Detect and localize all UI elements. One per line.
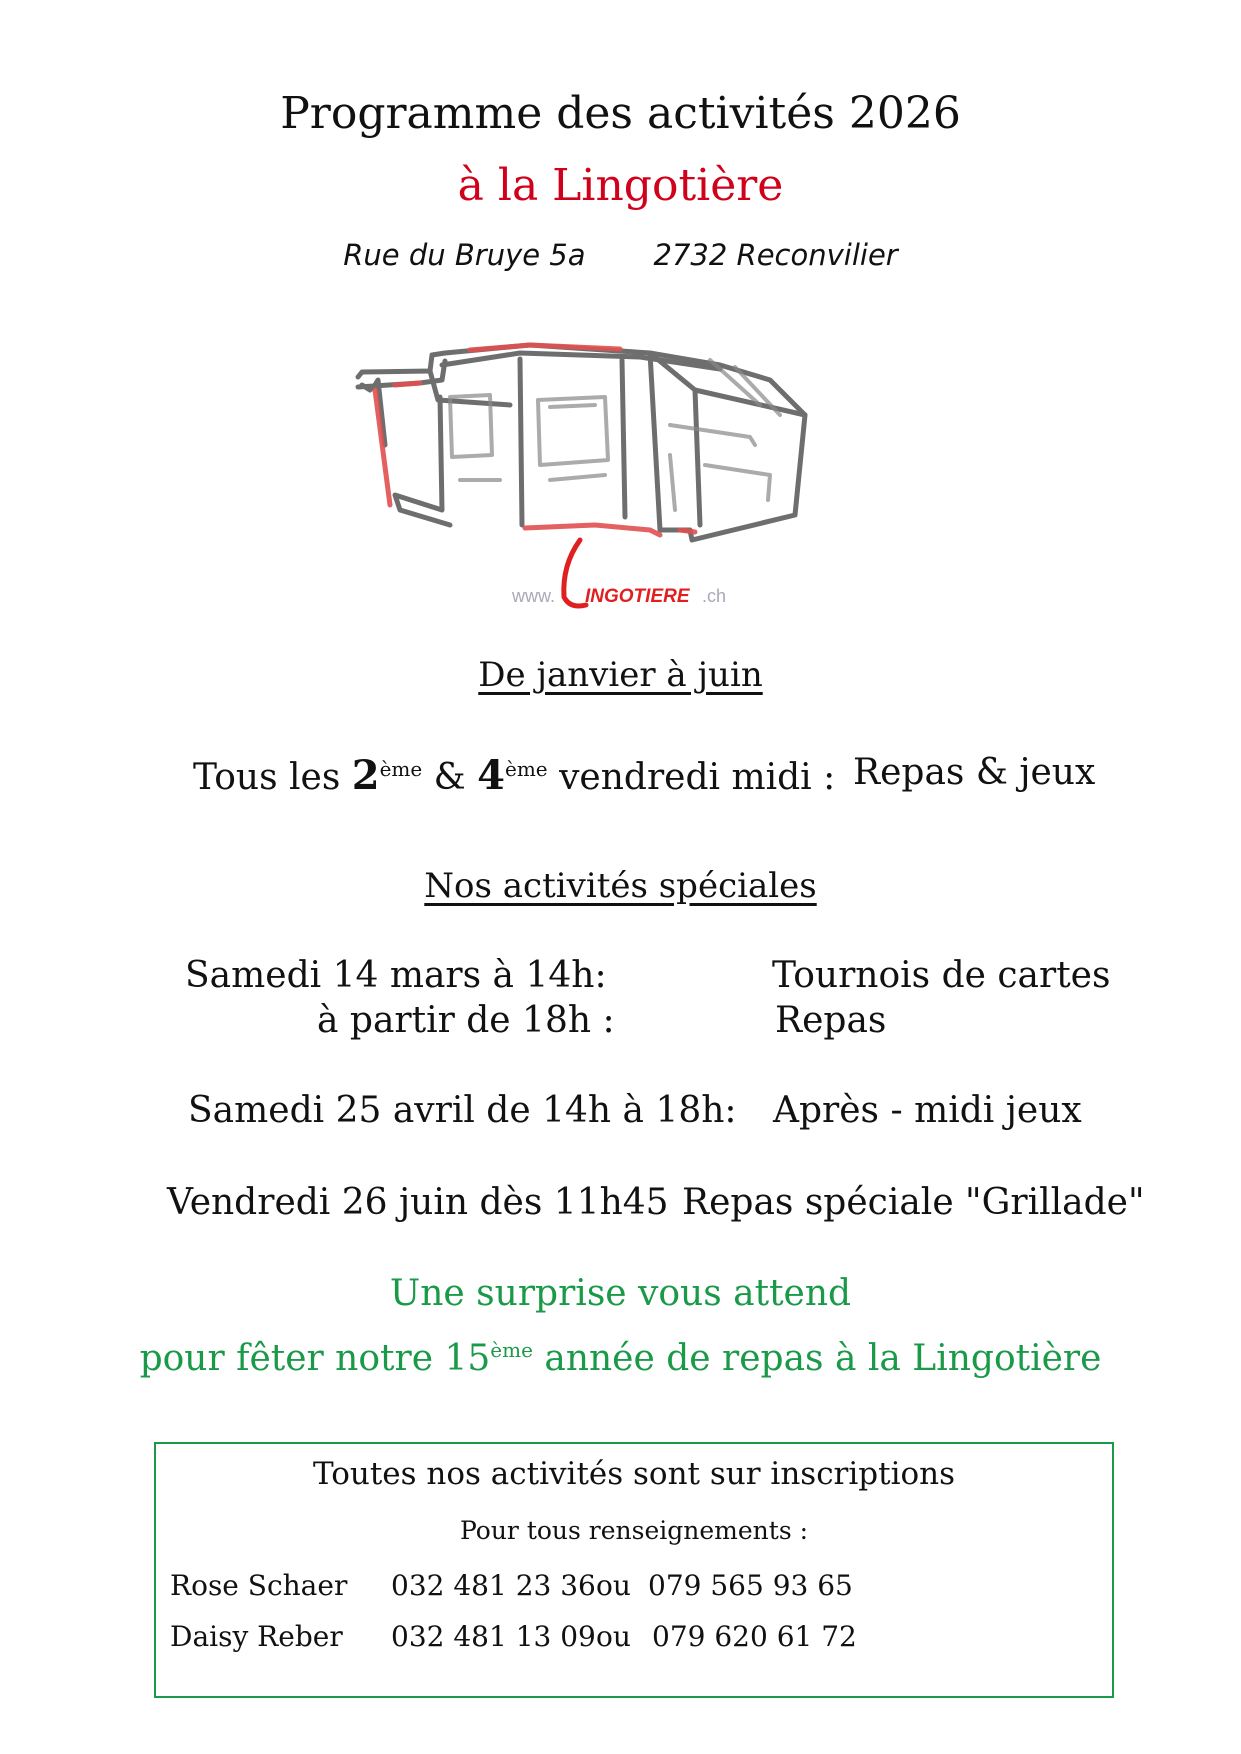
event-date: Vendredi 26 juin dès 11h45 [167, 1182, 669, 1223]
lingotiere-logo [350, 325, 870, 615]
surprise-line-1: Une surprise vous attend [389, 1273, 852, 1314]
contact-phone-1: 032 481 23 36 [391, 1569, 596, 1602]
contact-name: Daisy Reber [170, 1620, 343, 1653]
contact-or: ou [596, 1620, 631, 1653]
contact-or: ou [596, 1569, 631, 1602]
event-date: Samedi 25 avril de 14h à 18h: [188, 1090, 737, 1131]
contact-phone-1: 032 481 13 09 [391, 1620, 596, 1653]
event-activity: Repas spéciale "Grillade" [682, 1182, 1145, 1223]
address-street: Rue du Bruye 5a [343, 238, 586, 272]
contact-phone-2: 079 620 61 72 [652, 1620, 857, 1653]
event-activity: Après - midi jeux [773, 1090, 1082, 1131]
contact-subheading: Pour tous renseignements : [459, 1516, 809, 1545]
event-date: à partir de 18h : [317, 1000, 615, 1041]
surprise-line-2-b: année de repas à la Lingotière [532, 1338, 1102, 1379]
regular-num-1: 2 [351, 752, 380, 799]
surprise-sup: ème [490, 1338, 533, 1362]
event-date: Samedi 14 mars à 14h: [185, 955, 607, 996]
logo-l-swoosh-icon [564, 540, 586, 606]
contact-heading: Toutes nos activités sont sur inscriptions [312, 1456, 956, 1492]
logo-suffix: .ch [702, 586, 727, 606]
address-city: 2732 Reconvilier [653, 238, 898, 272]
contact-name: Rose Schaer [170, 1569, 348, 1602]
section-heading-regular: De janvier à juin [478, 655, 763, 695]
regular-activity: Repas & jeux [853, 752, 1096, 793]
event-activity: Tournois de cartes [772, 955, 1111, 996]
regular-sup-1: ème [379, 757, 423, 781]
contact-box [154, 1442, 1114, 1698]
event-activity: Repas [775, 1000, 887, 1041]
address [0, 238, 1241, 272]
page-subtitle: à la Lingotière [457, 160, 784, 211]
section-heading-special: Nos activités spéciales [424, 866, 817, 906]
page-title: Programme des activités 2026 [280, 88, 961, 139]
regular-schedule-text-a: Tous les [193, 757, 352, 798]
logo-name: INGOTIERE [585, 586, 690, 607]
regular-schedule [193, 752, 835, 799]
contact-phone-2: 079 565 93 65 [648, 1569, 853, 1602]
logo-prefix: www. [511, 586, 555, 606]
surprise-line-2-a: pour fêter notre 15 [139, 1338, 491, 1379]
surprise-line-2 [0, 1338, 1241, 1379]
regular-amp: & [422, 757, 478, 798]
regular-schedule-text-b: vendredi midi : [547, 757, 836, 798]
regular-num-2: 4 [477, 752, 505, 799]
regular-sup-2: ème [505, 757, 548, 781]
